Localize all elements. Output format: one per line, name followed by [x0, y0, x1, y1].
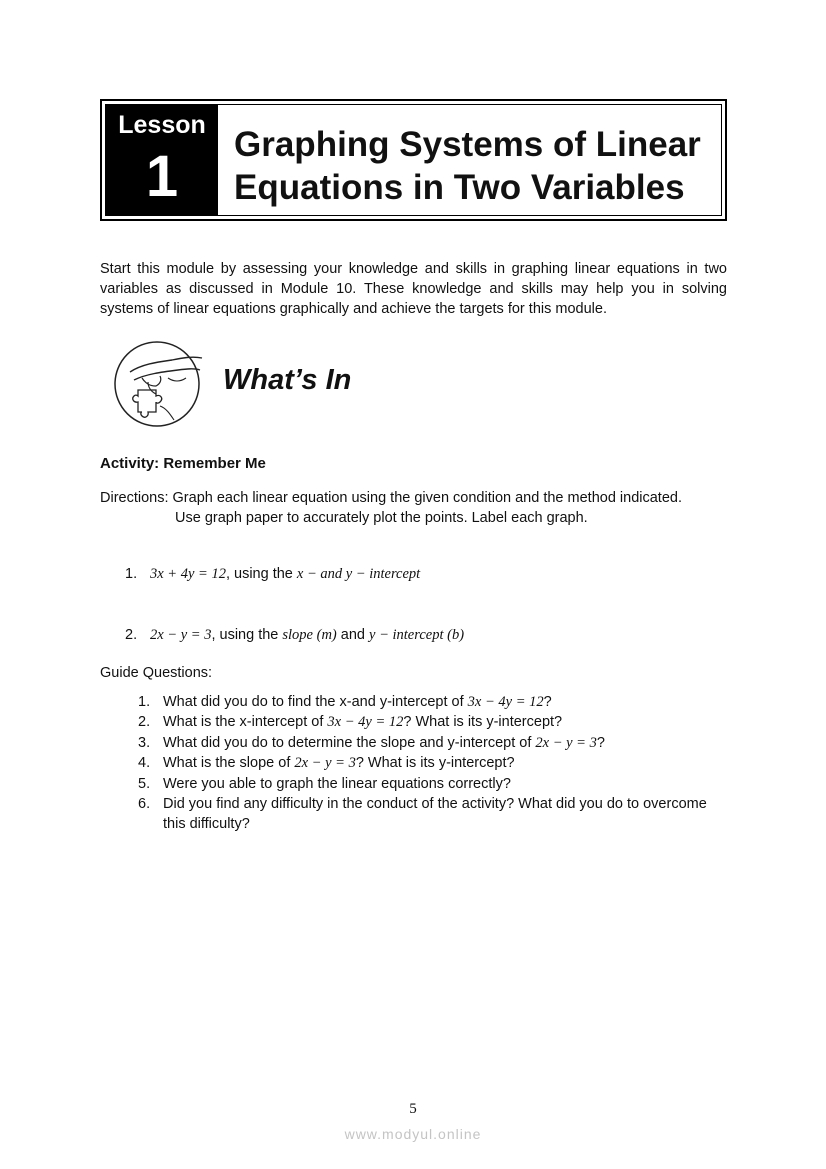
guide-question: [138, 753, 730, 773]
lesson-header: [100, 99, 727, 221]
guide-question: [138, 712, 730, 732]
item-text-2: and: [336, 627, 370, 643]
question-text-end: ?: [543, 694, 552, 710]
item-equation: 3x + 4y = 12: [150, 566, 226, 582]
question-text-end: ? What is its y-intercept?: [403, 714, 563, 731]
puzzle-hand-icon: [112, 338, 204, 430]
section-title: What’s In: [223, 364, 352, 396]
question-text-end: ?: [596, 734, 605, 751]
guide-heading: Guide Questions:: [100, 665, 213, 681]
guide-question: [138, 774, 730, 794]
watermark: www.modyul.online: [344, 1126, 482, 1142]
lesson-label: Lesson: [118, 111, 206, 139]
lesson-title: [234, 123, 715, 209]
directions: [100, 489, 727, 528]
guide-question: [138, 733, 730, 753]
item-text: , using the: [225, 566, 297, 582]
item-number: 2.: [125, 627, 138, 643]
item-method: x − and y − intercept: [296, 566, 421, 582]
question-number: 1.: [138, 694, 151, 710]
item-method-2: y − intercept (b): [369, 627, 465, 643]
activity-item: [125, 627, 464, 644]
directions-line1: Directions: Graph each linear equation using the given condition and the method indicated.: [100, 490, 682, 506]
lesson-header-frame: [105, 104, 722, 216]
question-math: 2x − y = 3: [535, 734, 597, 751]
question-number: 6.: [138, 796, 151, 813]
question-math: 2x − y = 3: [294, 755, 356, 772]
lesson-title-line1: Graphing Systems of Linear: [234, 125, 701, 164]
lesson-number: 1: [145, 144, 179, 209]
guide-question: [138, 692, 730, 712]
question-text: What is the slope of: [163, 755, 295, 772]
question-text: Were you able to graph the linear equations correctly?: [163, 775, 511, 792]
question-math: 3x − 4y = 12: [467, 694, 544, 710]
item-text: , using the: [211, 627, 283, 643]
guide-questions-list: [138, 692, 730, 835]
guide-question: [138, 794, 730, 835]
activity-item: [125, 566, 420, 583]
item-equation: 2x − y = 3: [150, 627, 212, 643]
question-number: 4.: [138, 755, 151, 772]
question-text: Did you find any difficulty in the conduct of the activity? What did you do to overcome this difficulty?: [163, 796, 707, 833]
intro-paragraph: Start this module by assessing your knowledge and skills in graphing linear equations in two variables as discussed in Module 10. These knowledge and skills may help you in solving systems of linear equations graphically and achieve the targets for this module.: [100, 261, 727, 317]
question-number: 3.: [138, 734, 151, 751]
question-text: What is the x-intercept of: [163, 714, 328, 731]
question-math: 3x − 4y = 12: [327, 714, 404, 731]
question-text-end: ? What is its y-intercept?: [355, 755, 515, 772]
question-number: 5.: [138, 775, 151, 792]
lesson-badge: [106, 105, 218, 215]
question-text: What did you do to find the x-and y-intercept of: [163, 694, 468, 710]
item-method: slope (m): [282, 627, 337, 643]
lesson-title-line2: Equations in Two Variables: [234, 168, 685, 207]
question-number: 2.: [138, 714, 151, 731]
page-number: 5: [409, 1101, 417, 1117]
activity-title: Activity: Remember Me: [100, 455, 266, 472]
directions-line2: Use graph paper to accurately plot the points. Label each graph.: [175, 509, 588, 526]
question-text: What did you do to determine the slope and y-intercept of: [163, 734, 536, 751]
item-number: 1.: [125, 566, 138, 582]
